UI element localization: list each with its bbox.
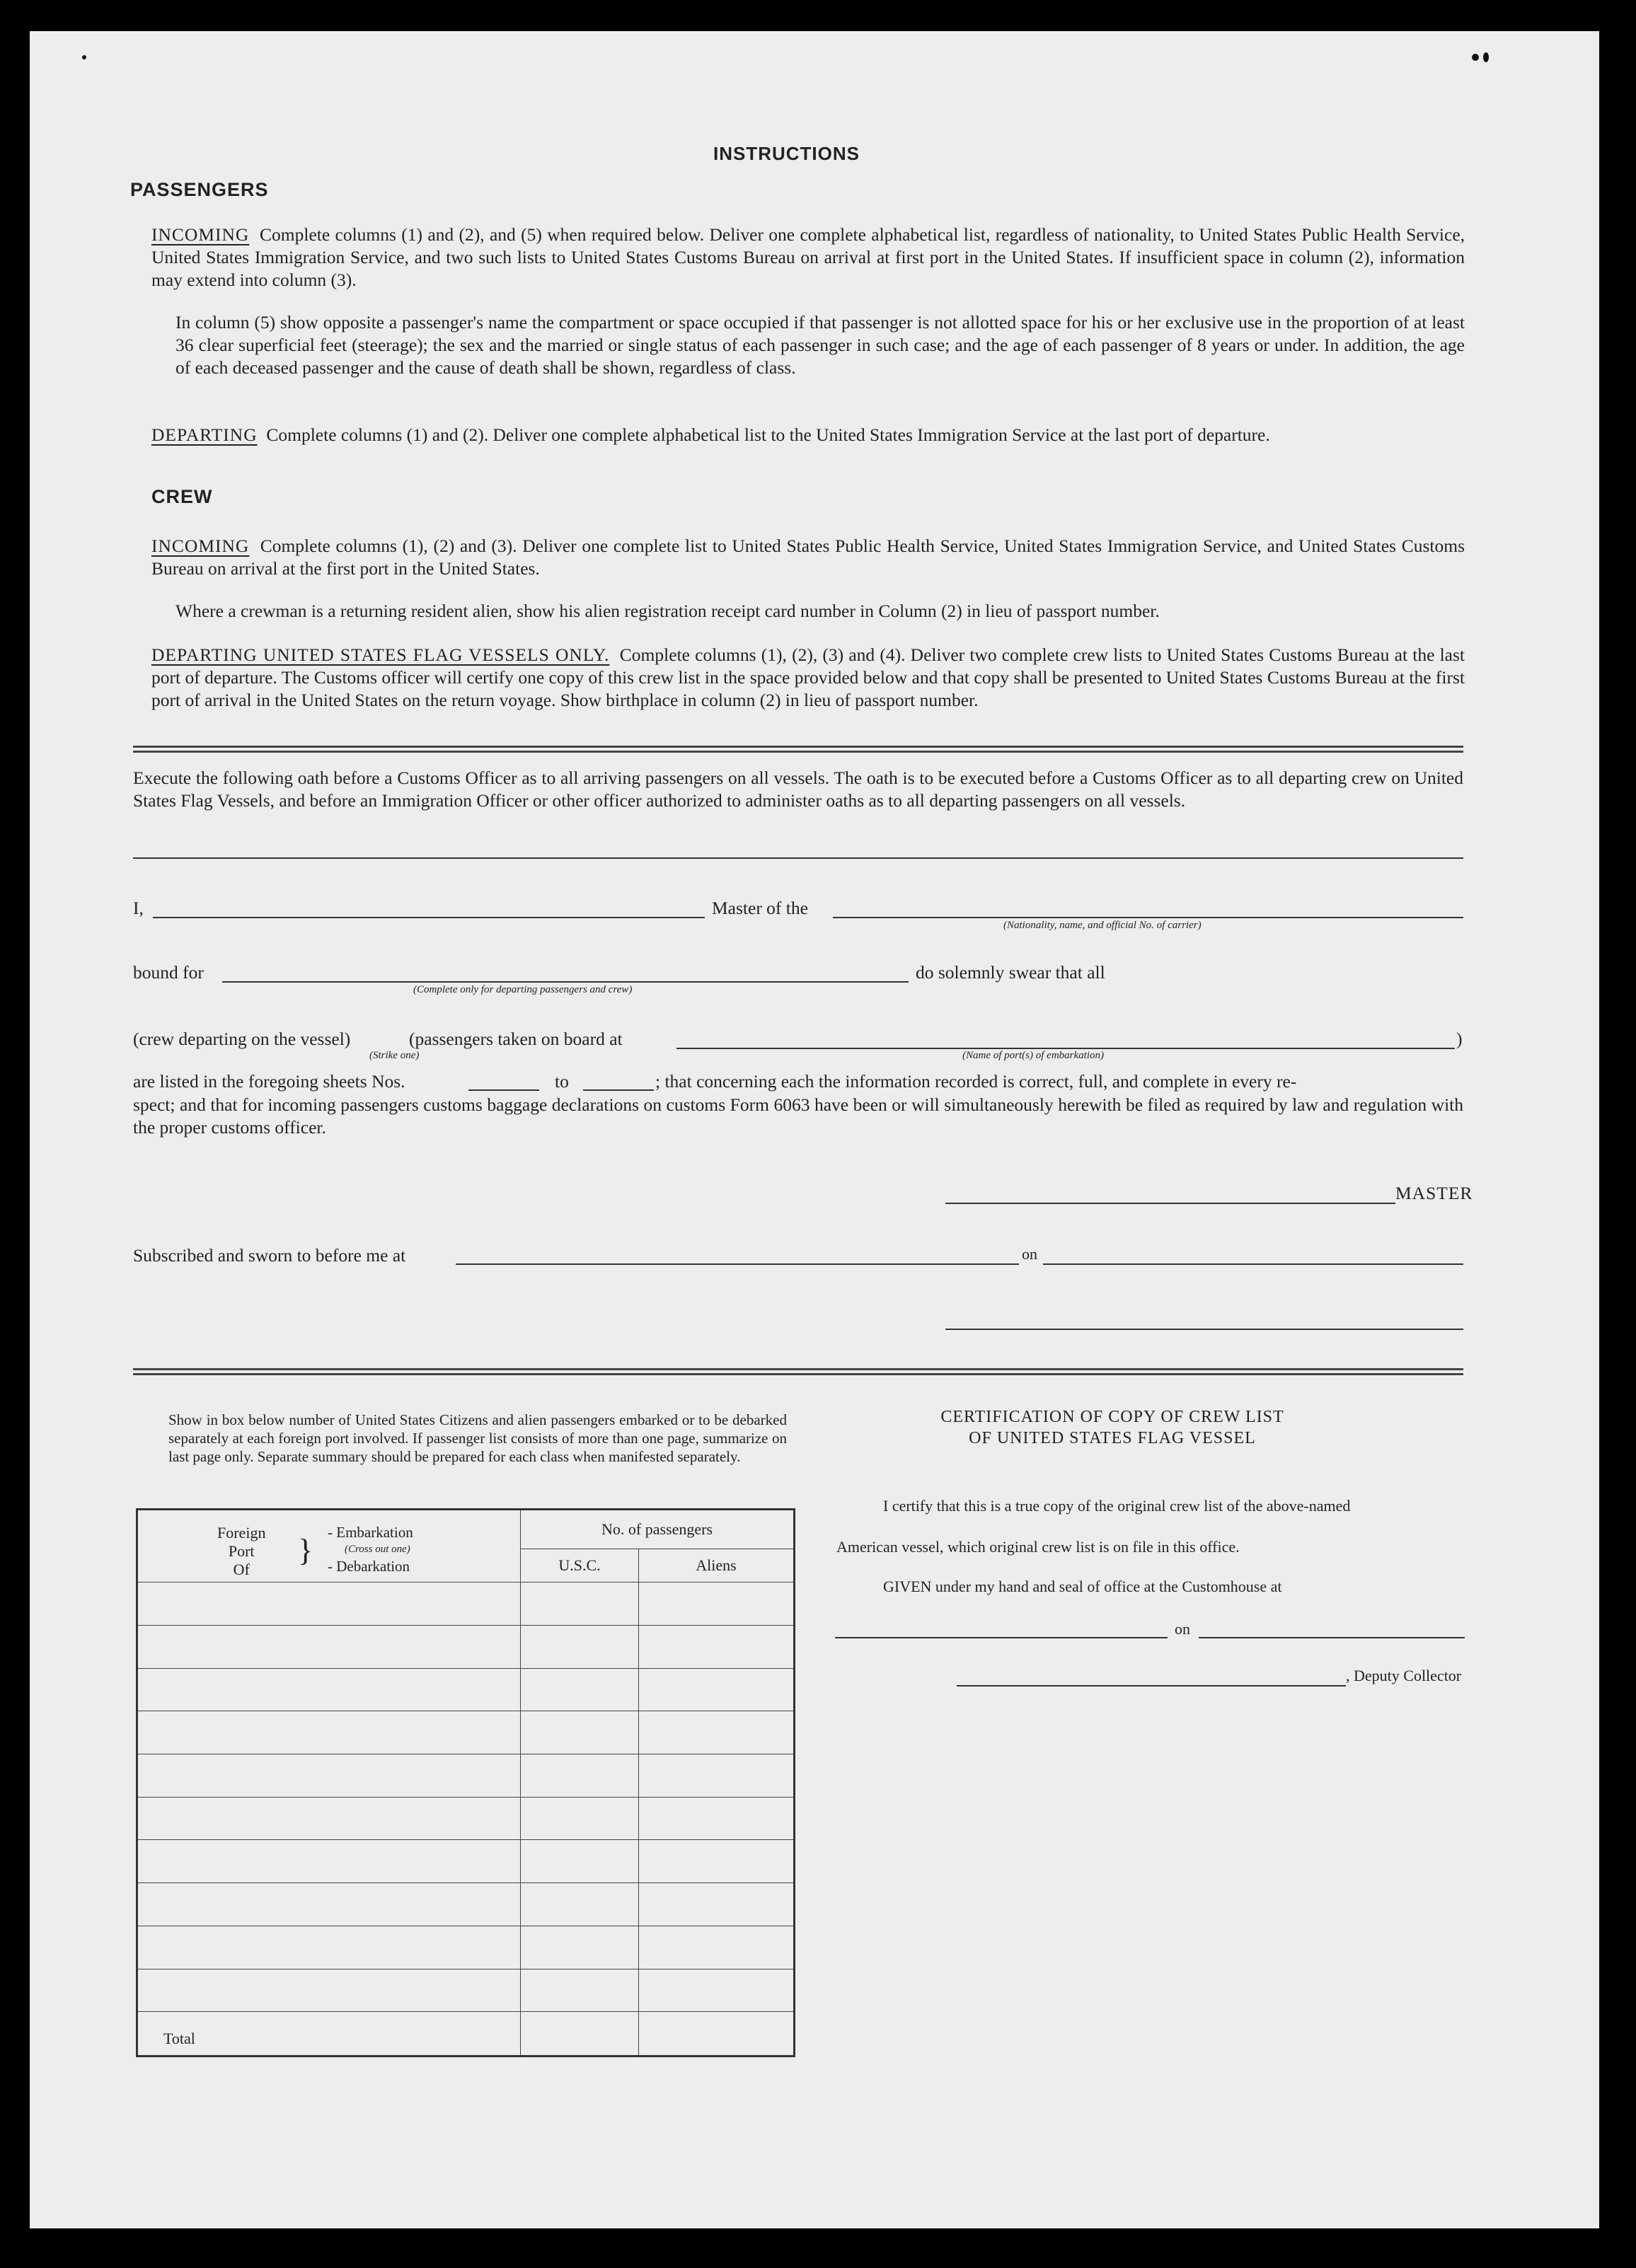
- customhouse-field[interactable]: [835, 1637, 1168, 1638]
- table-row: [137, 1797, 795, 1840]
- table-row: [137, 1754, 795, 1798]
- divider-line: [133, 857, 1463, 859]
- listed-sheets-label: are listed in the foregoing sheets Nos.: [133, 1071, 405, 1092]
- sworn-on-label: on: [1022, 1245, 1037, 1263]
- column5-instructions: In column (5) show opposite a passenger's name the compartment or space occupied if that passenger is not allotted space for his or her exclusive use in the proportion of at least 36 clear superficial feet (steerage); the sex and the married or single status of each passenger in such case; and the age of each passenger of 8 years or under. In addition, the age of each deceased passenger and the cause of death shall be shown, regardless of class.: [175, 312, 1465, 378]
- port-summary-table: [136, 1508, 795, 2057]
- crew-departing-option: (crew departing on the vessel): [133, 1029, 351, 1049]
- table-row: [137, 1969, 795, 2012]
- officer-signature-field[interactable]: [945, 1329, 1463, 1330]
- total-label: Total: [163, 2030, 195, 2047]
- sheet-to-field[interactable]: [583, 1089, 654, 1091]
- document-page: [30, 31, 1599, 2228]
- table-row: [137, 1926, 795, 1969]
- passengers-incoming-text: INCOMING Complete columns (1) and (2), and (5) when required below. Deliver one complete alphabetical list, regardless of nationality, to United States Public Health Service, United States Immigration Service, and two such lists to United States Customs Bureau on arrival at first port in the United States. If insufficient space in column (2), information may extend into column (3).: [151, 224, 1465, 290]
- scan-speck: [82, 55, 86, 59]
- passengers-taken-option: (passengers taken on board at: [409, 1029, 623, 1049]
- no-of-passengers-header: No. of passengers: [521, 1510, 795, 1549]
- usc-header: U.S.C.: [521, 1549, 639, 1582]
- oath-intro: Execute the following oath before a Customs Officer as to all arriving passengers on all vessels. The oath is to be executed before a Customs Officer as to all departing crew on United States Flag Vessels, and before an Immigration Officer or other officer authorized to administer oaths as to all departing passengers on all vessels.: [133, 768, 1463, 811]
- cert-date-field[interactable]: [1199, 1637, 1465, 1638]
- given-line: GIVEN under my hand and seal of office at the Customhouse at: [883, 1578, 1282, 1595]
- table-row: [137, 1583, 795, 1626]
- table-row: [137, 1625, 795, 1668]
- sworn-date-field[interactable]: [1043, 1263, 1463, 1265]
- master-signature-field[interactable]: [945, 1203, 1395, 1204]
- departing-only-note: (Complete only for departing passengers and crew): [413, 984, 633, 995]
- port-note: (Name of port(s) of embarkation): [962, 1050, 1104, 1061]
- certify-line-1: I certify that this is a true copy of the original crew list of the above-named: [883, 1497, 1351, 1515]
- deputy-collector-label: , Deputy Collector: [1346, 1667, 1462, 1684]
- bound-for-field[interactable]: [222, 981, 909, 983]
- listed-statement-cont: spect; and that for incoming passengers customs baggage declarations on customs Form 6063 have been or will simultaneously herewith be filed as required by law and regulation with the proper customs officer.: [133, 1094, 1463, 1138]
- summary-instructions: Show in box below number of United States Citizens and alien passengers embarked or to be debarked separately at each foreign port involved. If passenger list consists of more than one page, summarize on last page only. Separate summary should be prepared for each class when manifested separately.: [168, 1411, 787, 1465]
- master-label: MASTER: [1395, 1183, 1473, 1203]
- scan-speck: [1483, 52, 1489, 62]
- crew-incoming-label: INCOMING: [151, 536, 250, 556]
- certify-line-2: American vessel, which original crew list is on file in this office.: [836, 1538, 1240, 1556]
- cert-on-label: on: [1175, 1620, 1190, 1638]
- table-row: [137, 1840, 795, 1883]
- passengers-departing-text: DEPARTING Complete columns (1) and (2). Deliver one complete alphabetical list to the United States Immigration Service at the last port of departure.: [151, 424, 1270, 445]
- embarkation-port-field[interactable]: [676, 1048, 1455, 1049]
- carrier-field[interactable]: [833, 917, 1463, 918]
- oath-i-label: I,: [133, 898, 144, 918]
- crew-resident-text: Where a crewman is a returning resident alien, show his alien registration receipt card number in Column (2) in lieu of passport number.: [175, 601, 1160, 621]
- sworn-place-field[interactable]: [456, 1263, 1019, 1265]
- aliens-header: Aliens: [639, 1549, 795, 1582]
- total-row: [137, 2012, 795, 2056]
- deputy-signature-field[interactable]: [957, 1685, 1346, 1686]
- certification-heading: CERTIFICATION OF COPY OF CREW LIST OF UNITED STATES FLAG VESSEL: [940, 1408, 1284, 1447]
- master-name-field[interactable]: [153, 917, 705, 918]
- foreign-port-header: Foreign Port Of } - Embarkation (Cross out one) - Debarkation: [137, 1510, 521, 1583]
- crew-departing-text: DEPARTING UNITED STATES FLAG VESSELS ONLY. Complete columns (1), (2), (3) and (4). Deliver two complete crew lists to United States Customs Bureau at the last port of departure. The Customs officer will certify one copy of this crew list in the space provided below and that copy shall be presented to United States Customs Bureau at the first port of arrival in the United States on the return voyage. Show birthplace in column (2) in lieu of passport number.: [151, 644, 1465, 710]
- master-of-the-label: Master of the: [712, 898, 808, 918]
- page-title: INSTRUCTIONS: [713, 143, 860, 164]
- passengers-departing-label: DEPARTING: [151, 424, 258, 445]
- passengers-incoming-label: INCOMING: [151, 224, 250, 245]
- crew-heading: CREW: [151, 486, 213, 507]
- scan-speck: [1472, 54, 1479, 61]
- subscribed-label: Subscribed and sworn to before me at: [133, 1245, 406, 1266]
- table-row: [137, 1883, 795, 1926]
- sheets-to-label: to: [555, 1071, 569, 1092]
- strike-one-note: (Strike one): [369, 1050, 420, 1061]
- crew-incoming-text: INCOMING Complete columns (1), (2) and (3). Deliver one complete list to United States Public Health Service, United States Immigration Service, and United States Customs Bureau on arrival at the first port in the United States.: [151, 536, 1465, 579]
- sheet-from-field[interactable]: [468, 1089, 539, 1091]
- table-row: [137, 1711, 795, 1754]
- bound-for-label: bound for: [133, 962, 204, 983]
- close-paren: ): [1456, 1029, 1463, 1049]
- table-row: [137, 1668, 795, 1711]
- section-divider-2: [133, 1368, 1463, 1370]
- listed-statement: ; that concerning each the information recorded is correct, full, and complete in every re-: [655, 1071, 1297, 1092]
- solemnly-swear-label: do solemnly swear that all: [916, 962, 1105, 983]
- passengers-heading: PASSENGERS: [130, 179, 269, 200]
- crew-departing-label: DEPARTING UNITED STATES FLAG VESSELS ONLY.: [151, 644, 610, 665]
- section-divider: [133, 746, 1463, 748]
- nationality-note: (Nationality, name, and official No. of carrier): [1003, 920, 1202, 931]
